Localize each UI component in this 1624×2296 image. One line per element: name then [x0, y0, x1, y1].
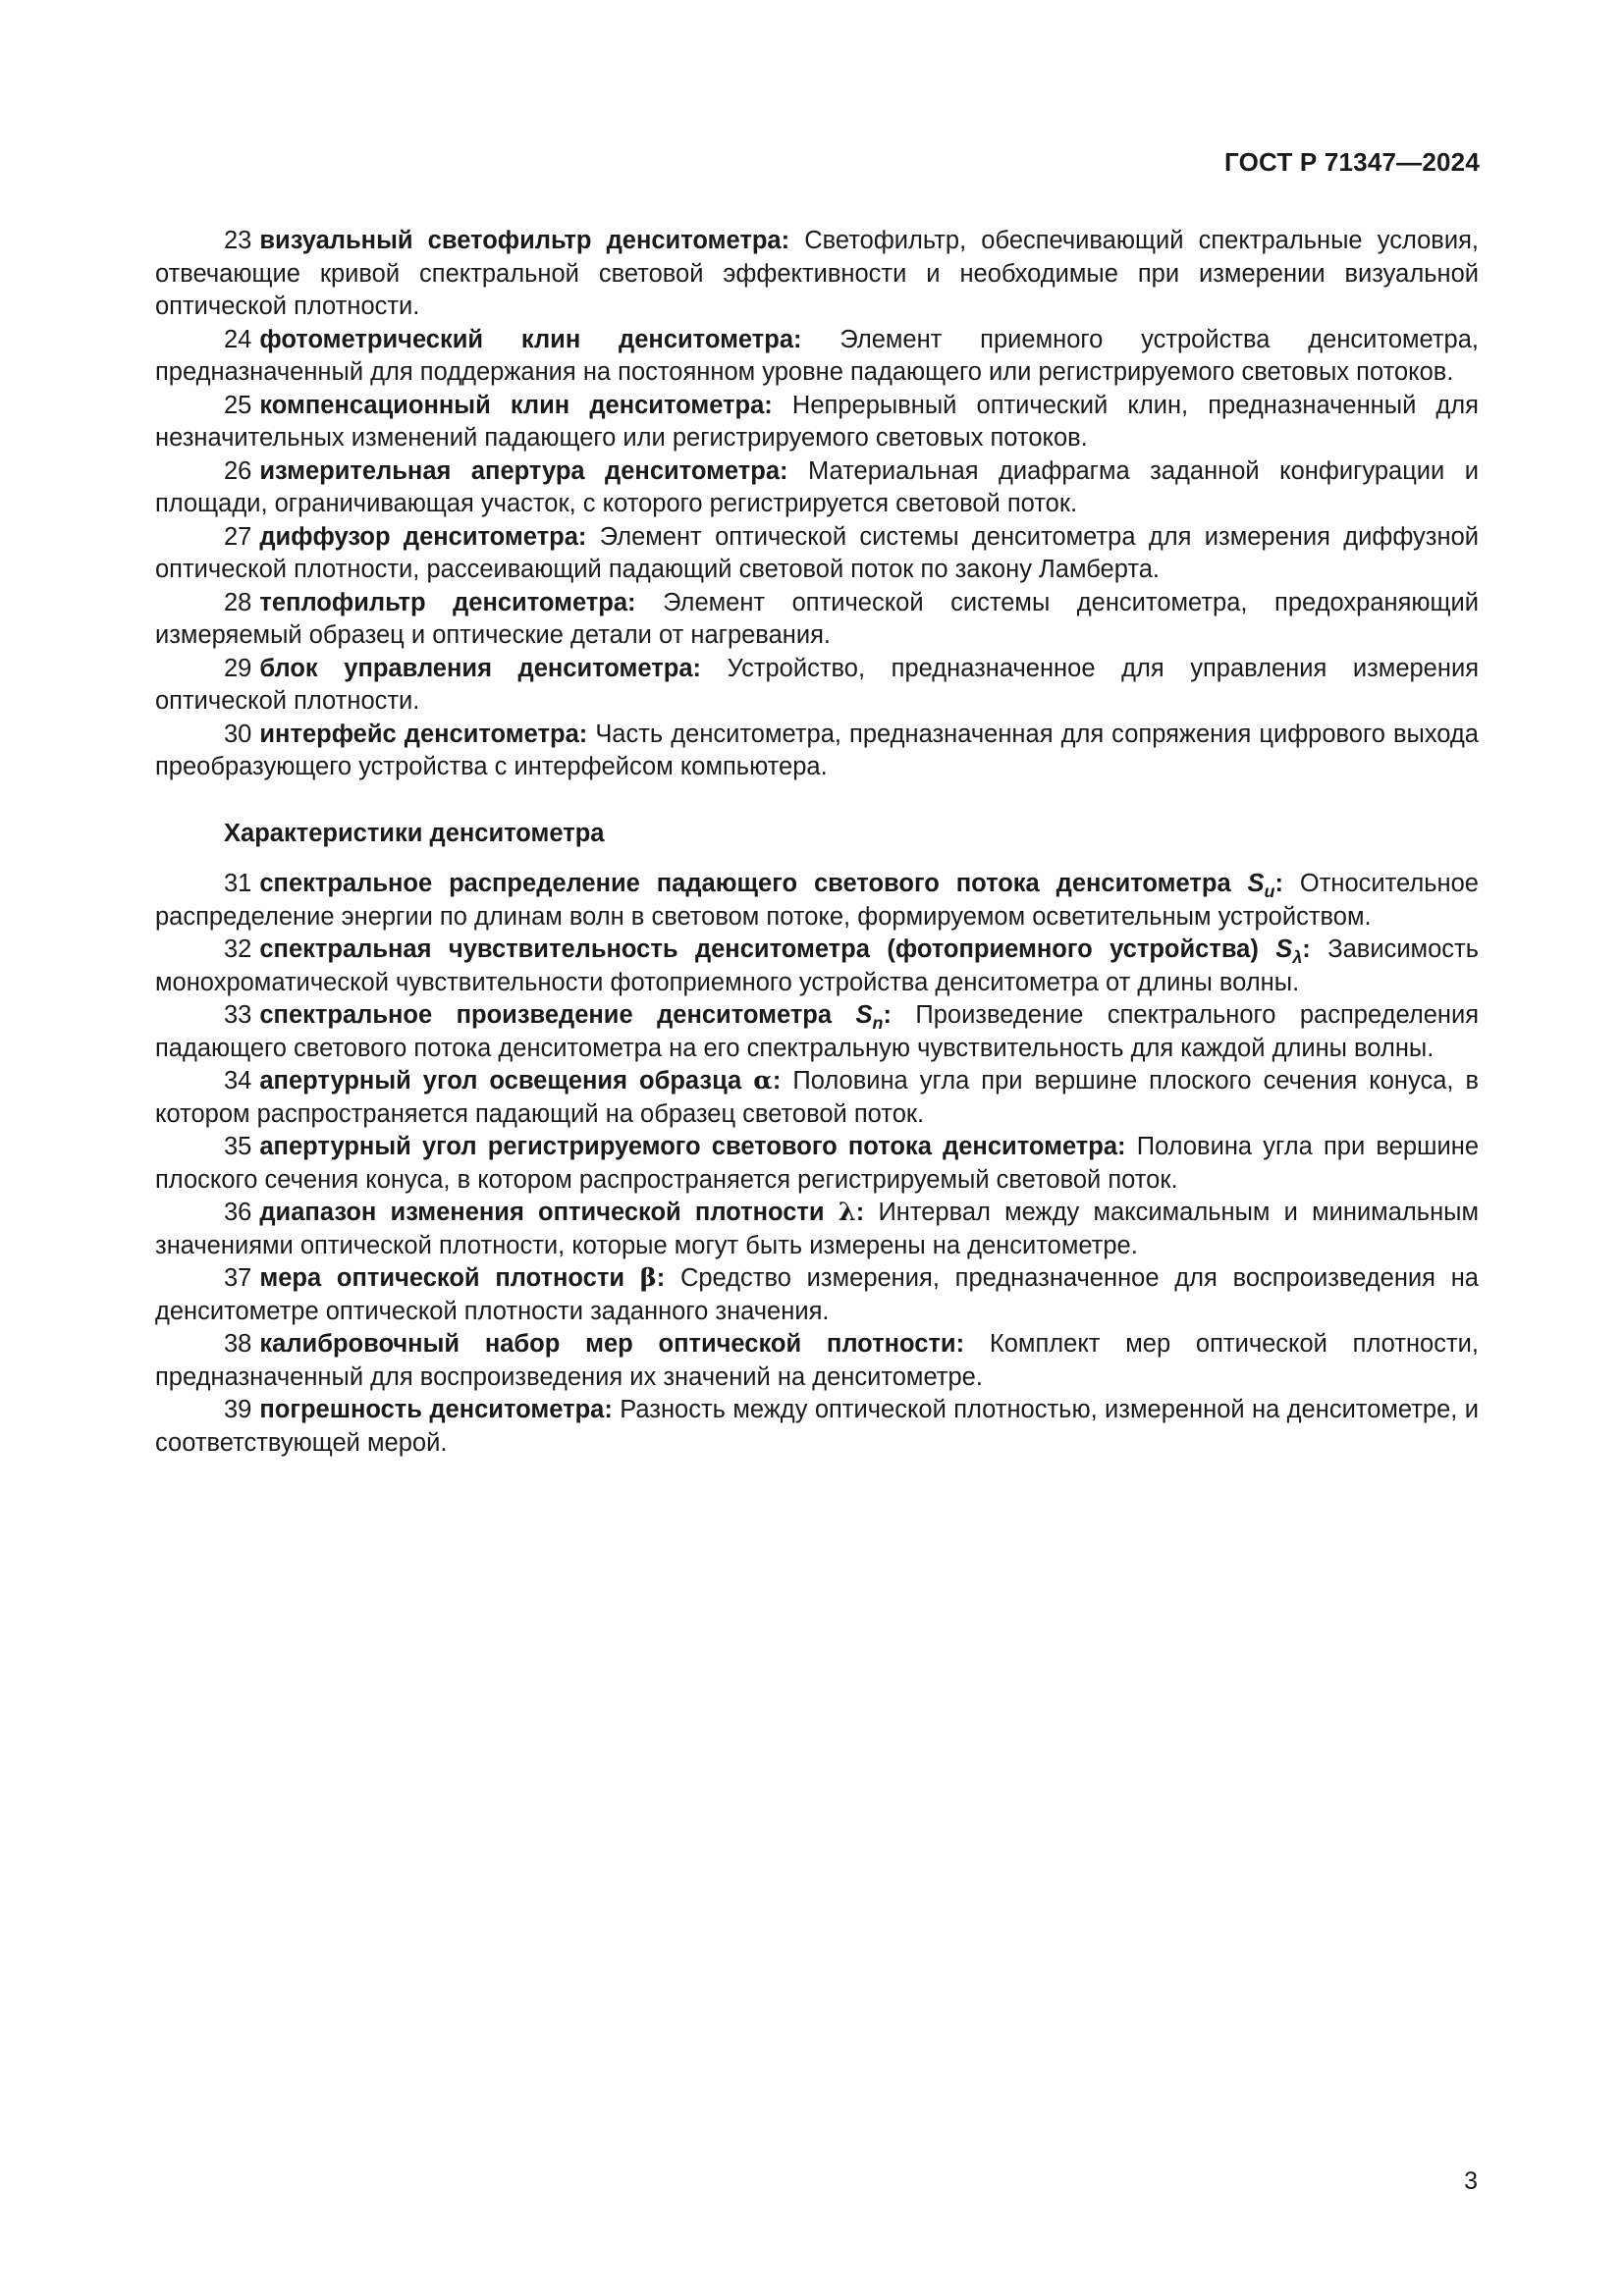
entry-term: апертурный угол регистрируемого светового потока денситометра:	[259, 1133, 1126, 1160]
entry-term: измерительная апертура денситометра:	[259, 456, 788, 485]
entry-colon: :	[656, 1264, 666, 1292]
term-entry-38	[155, 1328, 1479, 1394]
entry-symbol: λ	[838, 1198, 856, 1227]
entry-definition: Элемент оптической системы денситометра, предохраняющий измеряемый образец и оптические детали от нагревания.	[155, 588, 1479, 649]
entry-definition: Часть денситометра, предназначенная для сопряжения цифрового выхода преобразующего устройства с интерфейсом компьютера.	[155, 720, 1479, 780]
term-entry-37	[155, 1262, 1479, 1328]
entry-definition: Зависимость монохроматической чувствительности фотоприемного устройства денситометра от длины волны.	[155, 935, 1479, 996]
entry-number: 28	[224, 588, 252, 616]
entry-symbol: α	[753, 1066, 773, 1095]
entry-colon: :	[855, 1199, 865, 1226]
term-entry-27	[155, 521, 1479, 587]
term-entry-23	[155, 225, 1479, 324]
document-body	[155, 225, 1479, 1460]
entry-number: 37	[224, 1264, 252, 1292]
entry-definition: Интервал между максимальным и минимальным значениями оптической плотности, которые могут быть измерены на денситометре.	[155, 1199, 1480, 1259]
document-code: ГОСТ Р 71347—2024	[1224, 147, 1480, 177]
entry-number: 36	[224, 1199, 252, 1226]
term-entry-39	[155, 1394, 1479, 1460]
entry-colon: :	[772, 1067, 782, 1095]
entry-definition: Светофильтр, обеспечивающий спектральные условия, отвечающие кривой спектральной световой эффективности и необходимые при измерении визуальной оптической плотности.	[155, 227, 1479, 320]
term-entry-26	[155, 455, 1479, 521]
entry-symbol: $S_n$	[855, 1001, 884, 1034]
entry-term: спектральное распределение падающего светового потока денситометра	[259, 870, 1231, 897]
page-number: 3	[1464, 2167, 1478, 2195]
entry-number: 35	[224, 1133, 252, 1160]
entry-definition: Элемент приемного устройства денситометра, предназначенный для поддержания на постоянном уровне падающего или регистрируемого световых потоков.	[155, 325, 1479, 386]
term-entry-24	[155, 324, 1479, 390]
entry-number: 32	[224, 935, 252, 963]
entry-definition: Материальная диафрагма заданной конфигурации и площади, ограничивающая участок, с которого регистрируется световой поток.	[155, 456, 1479, 517]
entry-definition: Половина угла при вершине плоского сечения конуса, в котором распространяется регистрируемый световой поток.	[155, 1133, 1480, 1194]
entry-definition: Элемент оптической системы денситометра для измерения диффузной оптической плотности, рассеивающий падающий световой поток по закону Ламберта.	[155, 522, 1479, 583]
entry-number: 30	[224, 720, 252, 748]
entry-term: апертурный угол освещения образца	[259, 1067, 742, 1095]
entry-number: 26	[224, 456, 252, 485]
entry-number: 31	[224, 870, 252, 897]
entry-term: диапазон изменения оптической плотности	[259, 1199, 825, 1226]
entry-term: компенсационный клин денситометра:	[259, 391, 773, 419]
entry-term: блок управления денситометра:	[259, 654, 701, 682]
entry-definition: Относительное распределение энергии по длинам волн в световом потоке, формируемом осветительным устройством.	[155, 870, 1479, 931]
entry-term: визуальный светофильтр денситометра:	[259, 227, 790, 254]
entry-symbol: β	[639, 1263, 657, 1293]
section-heading: Характеристики денситометра	[224, 819, 605, 847]
term-entry-28	[155, 587, 1479, 653]
entry-number: 29	[224, 654, 252, 682]
entry-term: интерфейс денситометра:	[259, 720, 588, 748]
entry-definition: Разность между оптической плотностью, измеренной на денситометре, и соответствующей мерой.	[155, 1396, 1479, 1457]
entry-term: калибровочный набор мер оптической плотности:	[259, 1330, 965, 1358]
term-entry-34	[155, 1065, 1479, 1131]
entry-colon: :	[1274, 870, 1283, 897]
entry-number: 38	[224, 1330, 252, 1358]
entry-number: 34	[224, 1067, 252, 1095]
entry-definition: Комплект мер оптической плотности, предназначенный для воспроизведения их значений на денситометре.	[155, 1330, 1479, 1391]
term-entry-31	[155, 868, 1479, 934]
entry-definition: Устройство, предназначенное для управления измерения оптической плотности.	[155, 654, 1480, 715]
entry-symbol: $S_\lambda$	[1275, 935, 1303, 968]
term-entry-35	[155, 1131, 1479, 1197]
entry-definition: Непрерывный оптический клин, предназначенный для незначительных изменений падающего или регистрируемого световых потоков.	[155, 391, 1479, 452]
term-entry-30	[155, 719, 1479, 784]
entry-definition: Половина угла при вершине плоского сечения конуса, в котором распространяется падающий на образец световой поток.	[155, 1067, 1480, 1128]
entry-definition: Произведение спектрального распределения падающего светового потока денситометра на его спектральную чувствительность для каждой длины волны.	[155, 1001, 1480, 1062]
entry-number: 23	[224, 227, 252, 254]
entry-colon: :	[1302, 935, 1311, 963]
entry-number: 24	[224, 325, 252, 353]
term-entry-29	[155, 653, 1479, 719]
entry-term: спектральное произведение денситометра	[259, 1001, 833, 1029]
term-entry-32	[155, 934, 1479, 999]
entry-term: фотометрический клин денситометра:	[259, 325, 802, 353]
entry-term: погрешность денситометра:	[259, 1396, 613, 1423]
entry-symbol: $S_u$	[1247, 870, 1275, 902]
entry-term: спектральная чувствительность денситометра (фотоприемного устройства)	[259, 935, 1259, 963]
term-entry-36	[155, 1197, 1479, 1262]
entry-definition: Средство измерения, предназначенное для воспроизведения на денситометре оптической плотности заданного значения.	[155, 1264, 1479, 1325]
term-entry-33	[155, 999, 1479, 1065]
entry-number: 33	[224, 1001, 252, 1029]
entry-term: теплофильтр денситометра:	[259, 588, 636, 616]
entry-term: мера оптической плотности	[259, 1264, 625, 1292]
entry-term: диффузор денситометра:	[259, 522, 587, 551]
entry-number: 27	[224, 522, 252, 551]
entry-number: 25	[224, 391, 252, 419]
entry-number: 39	[224, 1396, 252, 1423]
entry-colon: :	[883, 1001, 892, 1029]
term-entry-25	[155, 390, 1479, 455]
